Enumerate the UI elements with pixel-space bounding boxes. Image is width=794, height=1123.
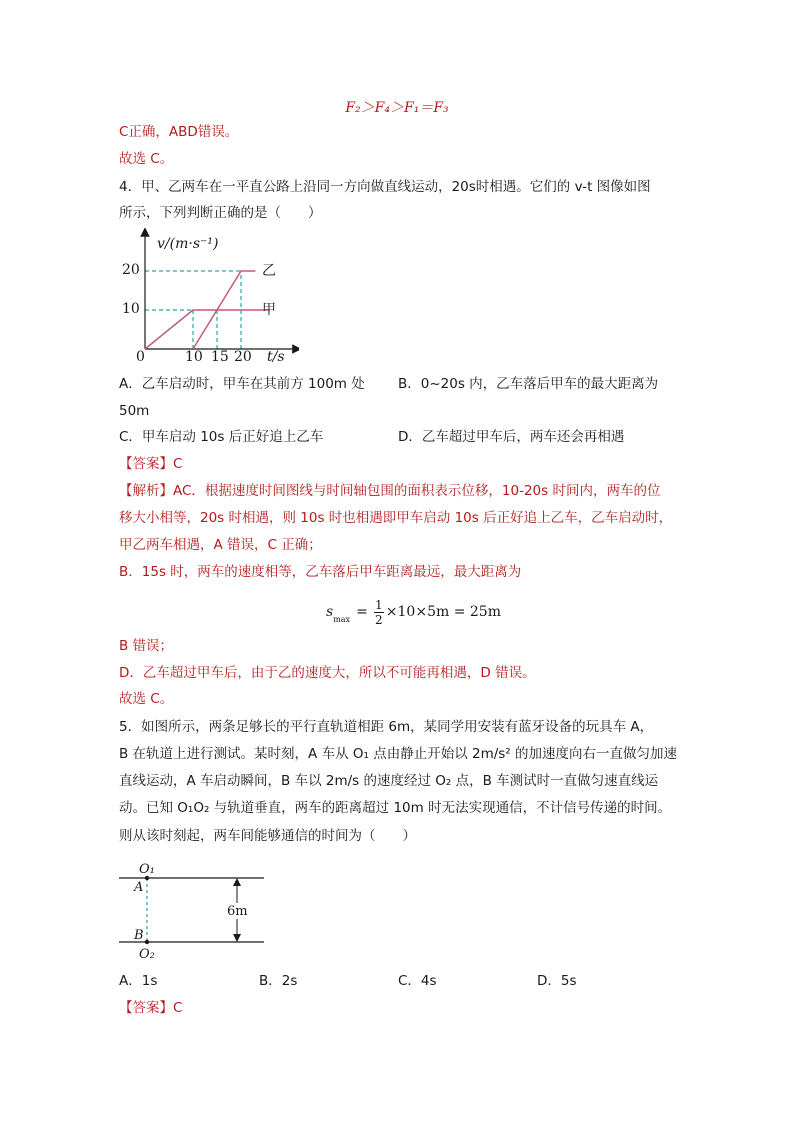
q5-line1: 5．如图所示，两条足够长的平行直轨道相距 6m，某同学用安装有蓝牙设备的玩具车 A， [119, 719, 654, 735]
q4-option-b-line1: B．0~20s 内，乙车落后甲车的最大距离为 [398, 376, 659, 392]
label-b: B [134, 928, 144, 943]
x-axis-label: t/s [267, 349, 285, 365]
q4-analysis-line4: B．15s 时，两车的速度相等，乙车落后甲车距离最远，最大距离为 [119, 564, 522, 580]
q5-line3: 直线运动，A 车启动瞬间，B 车以 2m/s 的速度经过 O₂ 点，B 车测试时一直做匀速直线运 [119, 773, 659, 789]
q4-option-d: D．乙车超过甲车后，两车还会再相遇 [398, 429, 625, 445]
q4-choose-text: 故选 C。 [119, 691, 174, 707]
x-tick-0: 0 [136, 349, 145, 365]
smax-equals: = [356, 604, 368, 620]
q5-answer: 【答案】C [119, 1000, 183, 1016]
y-tick-20: 20 [122, 262, 140, 278]
series-line-jia [145, 310, 270, 349]
vt-chart [119, 228, 299, 368]
q4-stem-line2: 所示，下列判断正确的是（ ） [119, 205, 322, 221]
q4-stem-line1: 4．甲、乙两车在一平直公路上沿同一方向做直线运动，20s时相遇。它们的 v-t 图像如图 [119, 179, 651, 195]
x-tick-20: 20 [234, 349, 252, 365]
fraction-numerator: 1 [374, 597, 383, 612]
q5-option-c: C．4s [398, 973, 437, 989]
series-label-jia: 甲 [262, 302, 276, 318]
x-tick-10: 10 [185, 349, 203, 365]
d-analysis-text: D．乙车超过甲车后，由于乙的速度大，所以不可能再相遇，D 错误。 [119, 665, 536, 681]
q4-analysis-line3: 甲乙两车相遇，A 错误，C 正确； [119, 537, 322, 553]
smax-subscript: max [333, 615, 351, 624]
q5-line5: 则从该时刻起，两车间能够通信的时间为（ ） [119, 828, 416, 844]
force-formula: F₂＞F₄＞F₁＝F₃ [345, 100, 449, 116]
x-tick-15: 15 [211, 349, 229, 365]
point-b [145, 940, 149, 944]
q4-analysis-line2: 移大小相等，20s 时相遇，则 10s 时也相遇即甲车启动 10s 后正好追上乙车，乙车启动时， [119, 510, 673, 526]
label-o2: O₂ [139, 947, 155, 962]
q5-line2: B 在轨道上进行测试。某时刻，A 车从 O₁ 点由静止开始以 2m/s² 的加速度向右一直做匀加速 [119, 746, 678, 762]
conclusion-text: C正确，ABD错误。 [119, 124, 239, 140]
smax-symbol: s [326, 604, 334, 620]
q4-analysis-line1: 【解析】AC．根据速度时间图线与时间轴包围的面积表示位移，10-20s 时间内，两车的位 [119, 483, 661, 499]
q4-answer: 【答案】C [119, 456, 183, 472]
q5-line4: 动。已知 O₁O₂ 与轨道垂直，两车的距离超过 10m 时无法实现通信，不计信号传递的时间。 [119, 800, 672, 816]
y-tick-10: 10 [122, 301, 140, 317]
track-diagram [119, 856, 279, 966]
q5-option-a: A．1s [119, 973, 158, 989]
smax-fraction [374, 598, 384, 627]
q5-option-d: D．5s [537, 973, 577, 989]
smax-rhs: ×10×5m = 25m [385, 604, 501, 620]
label-o1: O₁ [139, 862, 155, 877]
q4-option-a: A．乙车启动时，甲车在其前方 100m 处 [119, 376, 365, 392]
q4-option-b-line2: 50m [119, 403, 150, 419]
smax-formula [326, 594, 501, 630]
b-wrong-text: B 错误； [119, 638, 174, 654]
fraction-denominator: 2 [374, 612, 383, 627]
choose-text: 故选 C。 [119, 151, 174, 167]
q4-option-c: C．甲车启动 10s 后正好追上乙车 [119, 429, 324, 445]
distance-label: 6m [227, 904, 248, 919]
y-axis-label: v/(m·s⁻¹) [157, 236, 219, 252]
series-label-yi: 乙 [262, 263, 276, 279]
label-a: A [134, 880, 144, 895]
q5-option-b: B．2s [259, 973, 298, 989]
